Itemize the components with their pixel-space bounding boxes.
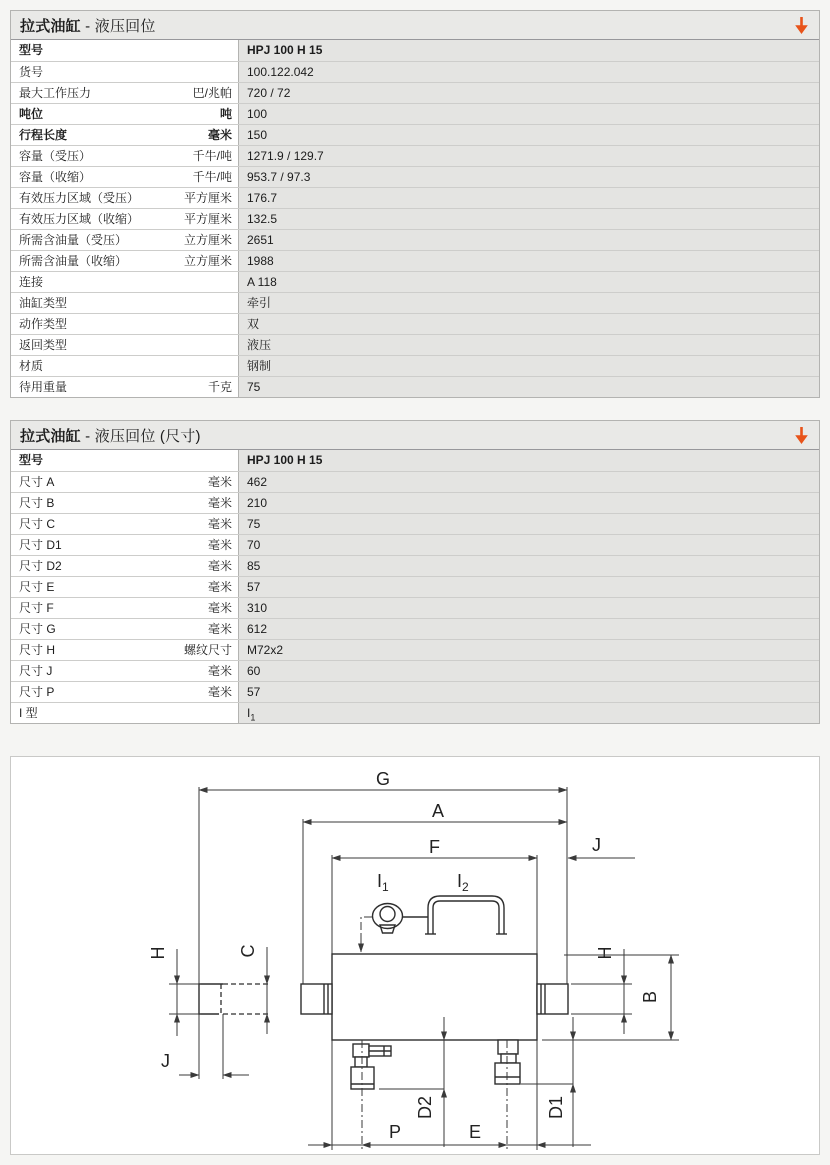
spec-row-label: 吨位	[19, 107, 44, 121]
spec-row-unit: 毫米	[207, 496, 232, 510]
spec-row-value: HPJ 100 H 15	[239, 450, 819, 471]
dim-label-F: F	[429, 837, 440, 857]
spec-row-label-cell	[11, 619, 239, 639]
spec-row-label: 材质	[19, 359, 44, 373]
dim-label-J-top: J	[592, 835, 601, 855]
dim-label-H-right: H	[595, 946, 615, 960]
spec-row	[11, 618, 819, 639]
handle-icon	[425, 896, 507, 934]
spec-row-label: 尺寸 G	[19, 622, 56, 636]
dim-label-E: E	[469, 1122, 482, 1142]
spec-row-value: 57	[239, 577, 819, 597]
spec-row	[11, 639, 819, 660]
spec-row-value: 100	[239, 104, 819, 124]
spec-row-value: 2651	[239, 230, 819, 250]
spec-row	[11, 376, 819, 397]
spec-row	[11, 103, 819, 124]
spec-row-unit: 螺纹尺寸	[183, 643, 232, 657]
spec-row-label-cell	[11, 703, 239, 723]
dim-label-H-left: H	[148, 946, 168, 960]
dim-label-J-bottom: J	[161, 1051, 170, 1071]
spec-row	[11, 313, 819, 334]
spec-row	[11, 334, 819, 355]
dim-label-A: A	[432, 801, 445, 821]
left-rod-end	[301, 984, 332, 1014]
spec-row-label-cell	[11, 682, 239, 702]
spec-row-label-cell	[11, 209, 239, 229]
spec-row-label-cell	[11, 377, 239, 397]
spec-row-label: 尺寸 J	[19, 664, 53, 678]
dim-label-G: G	[376, 769, 391, 789]
spec-row-unit: 毫米	[207, 580, 232, 594]
spec-row-label: 尺寸 A	[19, 475, 55, 489]
spec-row-label-cell	[11, 188, 239, 208]
spec-row-unit: 毫米	[207, 538, 232, 552]
spec-row-label: 有效压力区域（收缩）	[19, 212, 140, 226]
spec-row-unit: 毫米	[207, 128, 232, 142]
spec-row-value: 钢制	[239, 356, 819, 376]
spec-row-unit: 立方厘米	[183, 254, 232, 268]
spec-row-value: $I_1$	[239, 703, 819, 723]
table2-header	[11, 421, 819, 450]
spec-row-value: 70	[239, 535, 819, 555]
spec-row-unit: 千牛/吨	[192, 170, 232, 184]
spec-row	[11, 229, 819, 250]
collapse-arrow-icon[interactable]	[793, 16, 810, 35]
spec-row-label: 有效压力区域（受压）	[19, 191, 140, 205]
spec-row-label: 尺寸 C	[19, 517, 56, 531]
spec-row-label: 尺寸 F	[19, 601, 54, 615]
spec-row-unit: 吨	[219, 107, 232, 121]
spec-row-label: 尺寸 B	[19, 496, 55, 510]
spec-row-label-cell	[11, 335, 239, 355]
dim-label-D1: D1	[546, 1095, 566, 1119]
spec-row-unit: 毫米	[207, 475, 232, 489]
dim-label-D2: D2	[415, 1095, 435, 1119]
spec-row-label-cell	[11, 293, 239, 313]
spec-row-label: 型号	[19, 43, 44, 57]
table1-title-product: 拉式油缸	[20, 17, 81, 35]
spec-row-label-cell	[11, 40, 239, 61]
spec-row-value: M72x2	[239, 640, 819, 660]
spec-row-unit: 毫米	[207, 622, 232, 636]
spec-row-label-cell	[11, 104, 239, 124]
spec-row-label-cell	[11, 83, 239, 103]
spec-row-value: 75	[239, 514, 819, 534]
spec-row-label: 连接	[19, 275, 44, 289]
spec-row-label: 所需含油量（收缩）	[19, 254, 128, 268]
spec-row	[11, 555, 819, 576]
spec-row-label-cell	[11, 577, 239, 597]
table1-rows	[11, 40, 819, 397]
spec-row-value: 150	[239, 125, 819, 145]
spec-row	[11, 187, 819, 208]
eyebolt-icon	[373, 904, 403, 934]
spec-row-label: I 型	[19, 706, 38, 720]
spec-row-label-cell	[11, 535, 239, 555]
spec-row	[11, 82, 819, 103]
dim-label-I1: $I_1$	[377, 871, 389, 894]
dim-label-I2: $I_2$	[457, 871, 469, 894]
spec-row-unit: 千克	[207, 380, 232, 394]
table2-title-product: 拉式油缸	[20, 427, 81, 445]
spec-row-unit: 平方厘米	[183, 212, 232, 226]
spec-row-label: 容量（收缩）	[19, 170, 92, 184]
spec-table-dimensions	[10, 420, 820, 724]
spec-row-label-cell	[11, 356, 239, 376]
spec-row-label: 待用重量	[19, 380, 68, 394]
spec-row-value: 210	[239, 493, 819, 513]
spec-table-main	[10, 10, 820, 398]
dim-label-B: B	[640, 990, 660, 1004]
spec-row-value: 牵引	[239, 293, 819, 313]
spec-row-label-cell	[11, 661, 239, 681]
spec-row-label-cell	[11, 640, 239, 660]
spec-row	[11, 145, 819, 166]
spec-row-value: 1988	[239, 251, 819, 271]
spec-row-value: 85	[239, 556, 819, 576]
extended-rod-view	[199, 984, 271, 1014]
spec-row-value: 100.122.042	[239, 62, 819, 82]
collapse-arrow-icon[interactable]	[793, 426, 810, 445]
spec-row	[11, 124, 819, 145]
spec-row	[11, 534, 819, 555]
spec-row-unit: 毫米	[207, 685, 232, 699]
cylinder-body	[332, 954, 537, 1040]
spec-row	[11, 492, 819, 513]
spec-row-label: 动作类型	[19, 317, 68, 331]
spec-row-label: 容量（受压）	[19, 149, 92, 163]
spec-row-value: 462	[239, 472, 819, 492]
spec-row-label-cell	[11, 167, 239, 187]
spec-row-label: 型号	[19, 453, 44, 467]
spec-row	[11, 576, 819, 597]
spec-row-label: 油缸类型	[19, 296, 68, 310]
spec-row-value: 176.7	[239, 188, 819, 208]
spec-row-label: 所需含油量（受压）	[19, 233, 128, 247]
spec-row	[11, 250, 819, 271]
spec-row-unit: 平方厘米	[183, 191, 232, 205]
spec-row-value: 57	[239, 682, 819, 702]
spec-row-label-cell	[11, 125, 239, 145]
spec-row-label: 尺寸 D2	[19, 559, 62, 573]
dim-label-P: P	[389, 1122, 402, 1142]
spec-row-value: HPJ 100 H 15	[239, 40, 819, 61]
spec-row-label-cell	[11, 62, 239, 82]
table2-title	[20, 425, 201, 446]
spec-row-unit: 巴/兆帕	[192, 86, 232, 100]
spec-row-label-cell	[11, 272, 239, 292]
spec-row-label: 货号	[19, 65, 44, 79]
spec-row	[11, 513, 819, 534]
spec-row-value: 75	[239, 377, 819, 397]
table2-rows	[11, 450, 819, 723]
spec-row-value: A 118	[239, 272, 819, 292]
table1-title-variant: - 液压回位	[80, 17, 156, 35]
spec-row-label-cell	[11, 146, 239, 166]
spec-row	[11, 61, 819, 82]
spec-row-unit: 毫米	[207, 601, 232, 615]
spec-row-label: 尺寸 H	[19, 643, 56, 657]
spec-row-label: 行程长度	[19, 128, 68, 142]
spec-row	[11, 597, 819, 618]
spec-row-value: 720 / 72	[239, 83, 819, 103]
left-port-fitting	[351, 1044, 391, 1089]
spec-row-unit: 毫米	[207, 517, 232, 531]
spec-row-label-cell	[11, 556, 239, 576]
spec-row	[11, 355, 819, 376]
spec-row-value: 953.7 / 97.3	[239, 167, 819, 187]
table2-title-variant: - 液压回位 (尺寸)	[80, 427, 201, 445]
spec-row-label-cell	[11, 493, 239, 513]
spec-row-label: 返回类型	[19, 338, 68, 352]
spec-row	[11, 271, 819, 292]
spec-row-value: 双	[239, 314, 819, 334]
spec-row-label-cell	[11, 314, 239, 334]
spec-row	[11, 471, 819, 492]
spec-row	[11, 208, 819, 229]
spec-row-label-cell	[11, 598, 239, 618]
spec-row-value: 液压	[239, 335, 819, 355]
table1-title	[20, 15, 156, 36]
right-rod-end	[537, 984, 568, 1014]
spec-row	[11, 660, 819, 681]
spec-row-unit: 毫米	[207, 559, 232, 573]
spec-row-unit: 立方厘米	[183, 233, 232, 247]
spec-row	[11, 681, 819, 702]
spec-row-label-cell	[11, 230, 239, 250]
spec-row	[11, 450, 819, 471]
spec-row-value: 612	[239, 619, 819, 639]
spec-row-value: 310	[239, 598, 819, 618]
spec-row	[11, 702, 819, 723]
spec-row	[11, 166, 819, 187]
spec-row	[11, 40, 819, 61]
spec-row-label: 尺寸 E	[19, 580, 55, 594]
spec-row	[11, 292, 819, 313]
spec-row-label-cell	[11, 450, 239, 471]
spec-row-label: 最大工作压力	[19, 86, 92, 100]
spec-row-label-cell	[11, 472, 239, 492]
spec-row-label: 尺寸 D1	[19, 538, 62, 552]
spec-row-label-cell	[11, 514, 239, 534]
spec-row-value: 60	[239, 661, 819, 681]
dim-label-C: C	[238, 944, 258, 958]
table1-header	[11, 11, 819, 40]
spec-row-value: 1271.9 / 129.7	[239, 146, 819, 166]
spec-row-value: 132.5	[239, 209, 819, 229]
spec-row-label: 尺寸 P	[19, 685, 55, 699]
spec-row-label-cell	[11, 251, 239, 271]
spec-row-unit: 千牛/吨	[192, 149, 232, 163]
dimension-diagram	[10, 756, 820, 1155]
spec-row-unit: 毫米	[207, 664, 232, 678]
